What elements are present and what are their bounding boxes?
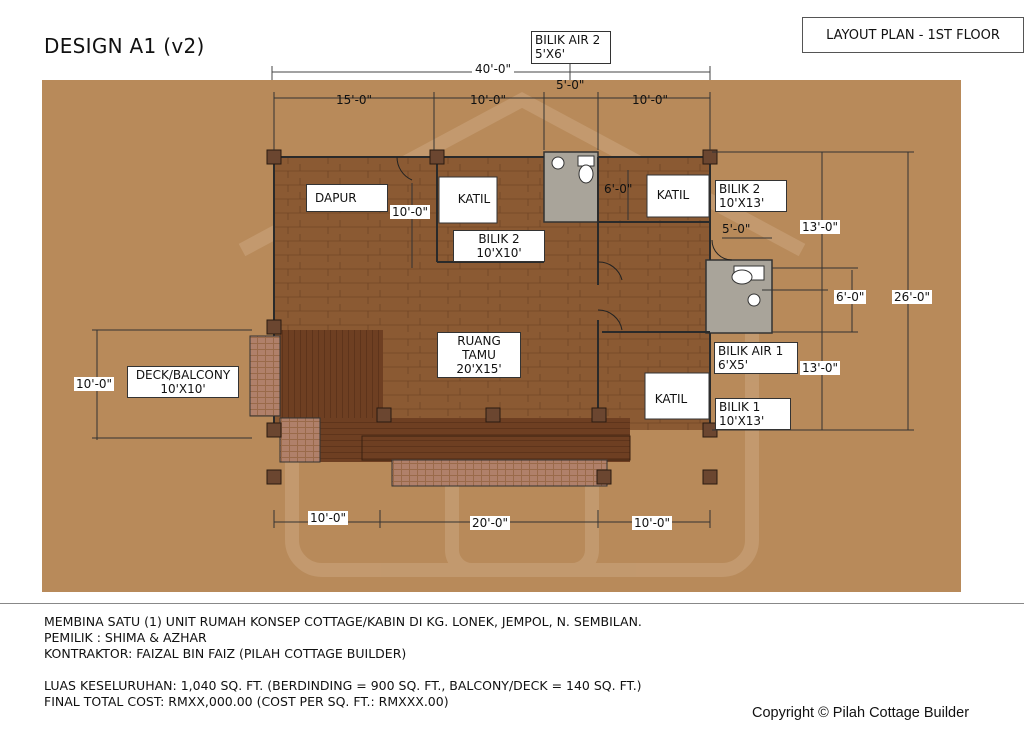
- label-bilik-air-1: [714, 342, 798, 374]
- dim-bathroom-5: 5'-0": [722, 222, 751, 236]
- deck-balcony: [280, 330, 383, 418]
- label-ruang-tamu: [437, 332, 521, 378]
- dim-bottom-20: 20'-0": [472, 516, 509, 530]
- label-katil-2: KATIL: [656, 188, 690, 202]
- total-area-line: LUAS KESELURUHAN: 1,040 SQ. FT. (BERDINDING = 900 SQ. FT., BALCONY/DECK = 140 SQ. FT.): [44, 678, 642, 693]
- total-cost-line: FINAL TOTAL COST: RMXX,000.00 (COST PER SQ. FT.: RMXXX.00): [44, 694, 449, 709]
- project-info: [44, 614, 642, 710]
- owner-line: PEMILIK : SHIMA & AZHAR: [44, 630, 207, 645]
- bilik-air-1-name: BILIK AIR 1: [718, 344, 784, 358]
- dim-right-13a: 13'-0": [802, 220, 839, 234]
- bilik-air-2-name: BILIK AIR 2: [535, 33, 601, 47]
- deck-name: DECK/BALCONY: [135, 368, 231, 382]
- label-bilik-2b: [715, 180, 787, 212]
- dim-deck-10: 10'-0": [76, 377, 113, 391]
- layout-plan-label: LAYOUT PLAN - 1ST FLOOR: [802, 17, 1024, 53]
- dim-bathroom2-6: 6'-0": [604, 182, 633, 196]
- dim-top-5: 5'-0": [556, 78, 585, 92]
- ruang-tamu-size: 20'X15': [456, 362, 502, 376]
- bilik-1-name: BILIK 1: [719, 400, 761, 414]
- dim-total-width: 40'-0": [472, 62, 514, 76]
- bilik-1-size: 10'X13': [719, 414, 765, 428]
- footer-divider: [0, 603, 1024, 604]
- ruang-tamu-name2: TAMU: [462, 348, 496, 362]
- label-bilik-1: [715, 398, 791, 430]
- copyright-text: Copyright © Pilah Cottage Builder: [752, 705, 970, 721]
- dim-right-26: 26'-0": [894, 290, 931, 304]
- label-bilik-2a: [453, 230, 545, 262]
- dim-bottom-10b: 10'-0": [634, 516, 671, 530]
- front-steps: [392, 460, 607, 486]
- bilik-2b-name: BILIK 2: [719, 182, 761, 196]
- dim-top-15: 15'-0": [336, 93, 373, 107]
- label-dapur: DAPUR: [306, 184, 388, 212]
- project-description: MEMBINA SATU (1) UNIT RUMAH KONSEP COTTAGE/KABIN DI KG. LONEK, JEMPOL, N. SEMBILAN.: [44, 614, 642, 629]
- deck-size: 10'X10': [160, 382, 206, 396]
- bilik-2a-size: 10'X10': [476, 246, 522, 260]
- bilik-2a-name: BILIK 2: [478, 232, 520, 246]
- ruang-tamu-name: RUANG: [457, 334, 501, 348]
- dim-right-13b: 13'-0": [802, 361, 839, 375]
- dim-bilik2-10: 10'-0": [392, 205, 429, 219]
- contractor-line: KONTRAKTOR: FAIZAL BIN FAIZ (PILAH COTTAGE BUILDER): [44, 646, 407, 661]
- bilik-2b-size: 10'X13': [719, 196, 765, 210]
- bilik-air-2-size: 5'X6': [535, 47, 566, 61]
- dim-bottom-10a: 10'-0": [310, 511, 347, 525]
- bilik-air-1-size: 6'X5': [718, 358, 749, 372]
- dim-right-6: 6'-0": [836, 290, 865, 304]
- floor-plan: [42, 80, 961, 592]
- label-katil-1: KATIL: [457, 192, 491, 206]
- page-title: DESIGN A1 (v2): [44, 34, 205, 58]
- dim-top-10a: 10'-0": [470, 93, 507, 107]
- label-deck-balcony: [127, 366, 239, 398]
- label-katil-3: KATIL: [654, 392, 688, 406]
- dim-top-10b: 10'-0": [632, 93, 669, 107]
